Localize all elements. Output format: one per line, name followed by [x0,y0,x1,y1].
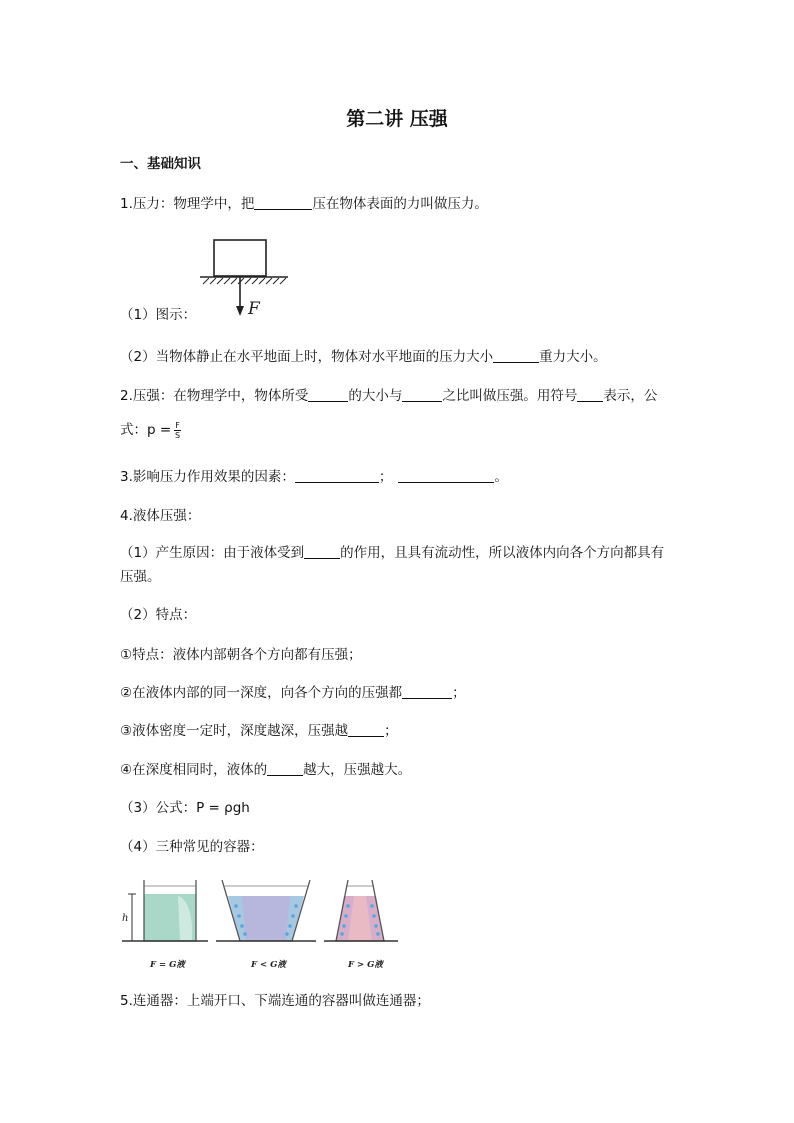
container-narrow-top [324,880,398,941]
blank-5 [577,387,603,402]
item4-feat-heading: （2）特点： [120,607,197,623]
item4-feat4-a: ④在深度相同时，液体的 [120,762,268,778]
blank-7 [398,468,494,483]
section-heading: 一、基础知识 [120,156,201,172]
fraction-denominator: S [174,430,181,440]
item1-sub2-a: （2）当物体静止在水平地面上时，物体对水平地面的压力大小 [120,349,494,365]
blank-4 [402,387,442,402]
item2-text-b: 的大小与 [348,388,403,404]
container-label-2: F < G液 [251,960,286,970]
blank-3 [308,387,348,402]
blank-1 [254,195,312,210]
item1-sub1: （1）图示： [120,307,197,323]
item4-feat4-line [120,760,411,780]
item4-feat4-b: 越大，压强越大。 [303,762,412,778]
item4-containers-heading: （4）三种常见的容器： [120,839,264,855]
pressure-fraction [174,421,181,440]
blank-2 [493,348,539,363]
item4-heading: 4.液体压强： [120,508,201,524]
item4-cause-b: 的作用，且具有流动性，所以液体内向各个方向都具有 [340,545,665,561]
ground-hatching [203,278,286,284]
item2-text-d: 表示，公 [603,388,658,404]
container-label-3: F > G液 [348,960,383,970]
height-label: h [122,913,129,924]
item1-sub2-b: 重力大小。 [539,349,607,365]
item4-feat2-line [120,683,466,703]
page-title: 第二讲 压强 [346,108,448,130]
blank-10 [348,722,384,737]
force-label: F [248,299,260,319]
item2-line2 [120,420,181,440]
item3-text-c: 。 [494,469,508,485]
item1-text-b: 压在物体表面的力叫做压力。 [312,196,488,212]
item4-feat1: ①特点：液体内部朝各个方向都有压强； [120,647,362,663]
item4-formula: （3）公式：P = ρgh [120,800,250,816]
item4-cause-a: （1）产生原因：由于液体受到 [120,545,305,561]
container-straight [122,880,208,941]
item5-line: 5.连通器：上端开口、下端连通的容器叫做连通器； [120,993,430,1009]
container-wide-top [216,880,316,941]
item3-text-a: 3.影响压力作用效果的因素： [120,469,295,485]
blank-6 [295,468,379,483]
blank-9 [402,684,452,699]
item1-sub2-line [120,347,607,367]
item2-text-c: 之比叫做压强。用符号 [442,388,578,404]
item2-text-a: 2.压强：在物理学中，物体所受 [120,388,309,404]
item1-text-a: 1.压力：物理学中，把 [120,196,255,212]
item2-line1 [120,386,657,406]
block-shape [214,240,266,276]
item4-feat3-a: ③液体密度一定时，深度越深，压强越 [120,723,349,739]
fraction-numerator: F [175,420,180,430]
item4-cause-c: 压强。 [120,569,161,585]
item4-cause-line1 [120,543,664,563]
item4-feat3-line [120,721,398,741]
containers-figure [118,876,404,972]
container-label-1: F = G液 [150,960,185,970]
item1-line [120,194,488,214]
item2-text-e: 式：p = [120,422,172,438]
item4-feat2-a: ②在液体内部的同一深度，向各个方向的压强都 [120,685,403,701]
blank-8 [304,544,340,559]
item3-text-b: ； [378,469,393,485]
item4-feat2-b: ； [452,685,466,701]
force-arrow-head [236,306,244,316]
pressure-diagram [200,238,292,320]
item4-feat3-b: ； [384,723,398,739]
blank-11 [267,761,303,776]
item3-line [120,467,508,487]
